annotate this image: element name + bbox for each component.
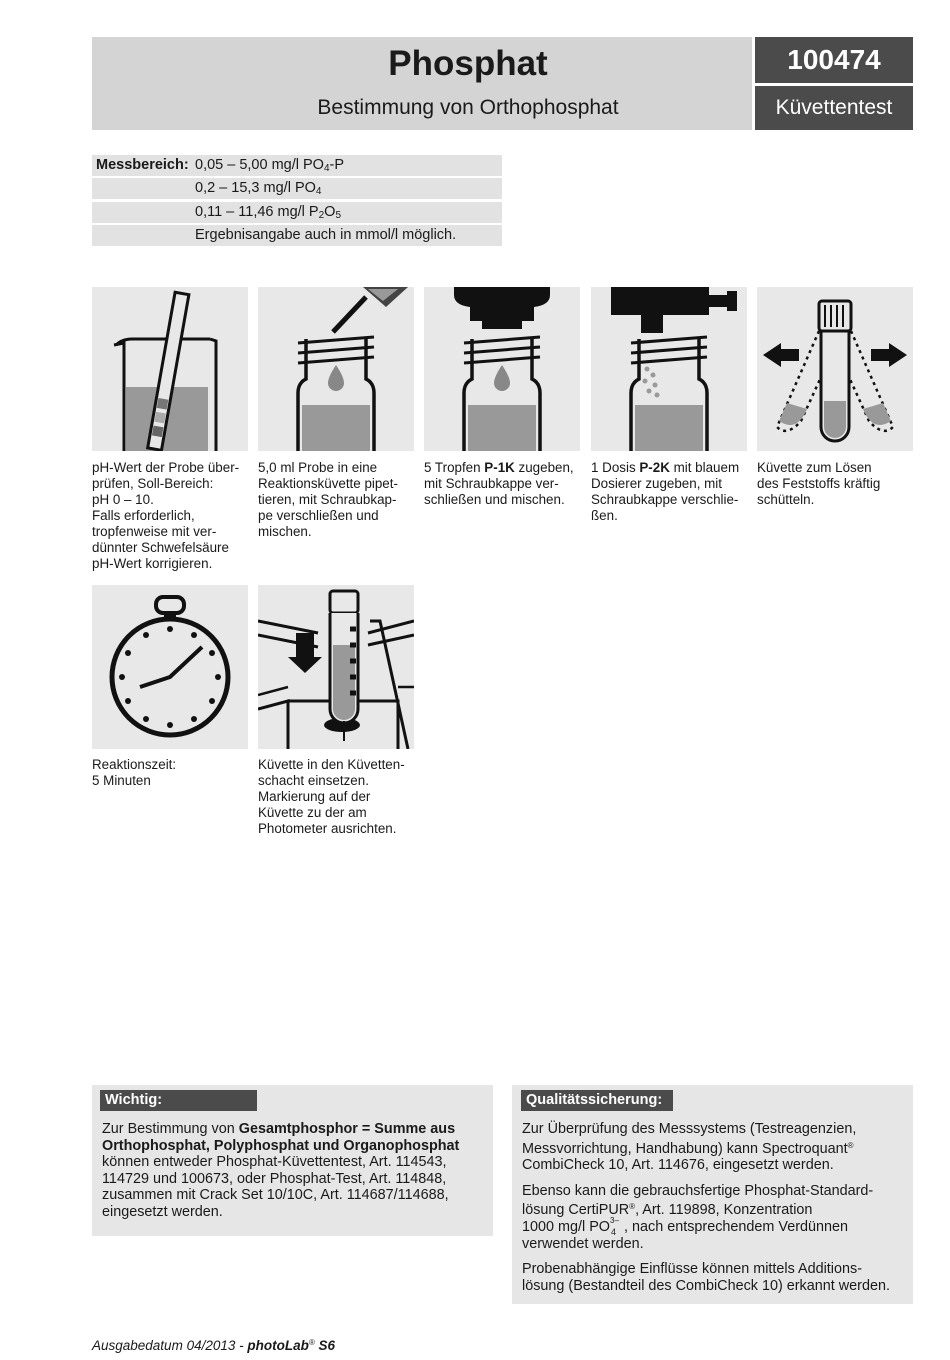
step-1-text: pH-Wert der Probe über- prüfen, Soll-Bereich: pH 0 – 10. Falls erforderlich, tropfenweise mit ver- dünnter Schwefelsäure pH-Wert korrigieren.	[92, 460, 240, 571]
quality-paragraph: Ebenso kann die gebrauchsfertige Phosphat-Standard- lösung CertiPUR®, Art. 119898, Konzentration 1000 mg/l PO 3– 4 , nach entsprechendem Verdünnen verwendet werden.	[522, 1182, 874, 1252]
quality-paragraph: Zur Überprüfung des Messsystems (Testreagenzien, Messvorrichtung, Handhabung) kann Spectroquant® CombiCheck 10, Art. 114676, eingesetzt werden.	[522, 1121, 857, 1174]
important-note-text: Zur Bestimmung von Gesamtphosphor = Summe aus Orthophosphat, Polyphosphat und Organophosphat können entweder Phosphat-Küvettentest, Art. 114543, 114729 und 100673, oder Phosphat-Test, Art. 114848, zusammen mit Crack Set 10/10C, Art. 114687/114688, eingesetzt werden.	[102, 1121, 460, 1220]
range-value: 0,05 – 5,00 mg/l $PO_4-P$	[195, 157, 345, 174]
step-3-text: 5 Tropfen P-1K zugeben, mit Schraubkappe ver- schließen und mischen.	[424, 460, 574, 507]
page-subtitle: Bestimmung von Orthophosphat	[317, 96, 619, 119]
footer-issue-date: Ausgabedatum 04/2013 - photoLab® S6	[92, 1338, 336, 1353]
dosing-cap-cuvette-icon	[591, 287, 747, 451]
step-6-text: Reaktionszeit: 5 Minuten	[92, 757, 177, 788]
test-type-label: Küvettentest	[755, 86, 913, 130]
step-5-text: Küvette zum Lösen des Feststoffs kräftig schütteln.	[757, 460, 881, 507]
measuring-range-label: Messbereich:	[96, 157, 189, 173]
stopwatch-icon	[92, 585, 248, 749]
article-number: 100474	[755, 37, 913, 83]
measuring-range-row	[92, 202, 502, 223]
quality-assurance-title: Qualitätssicherung:	[521, 1090, 673, 1111]
measuring-range-row	[92, 225, 502, 246]
measuring-range-row	[92, 155, 502, 176]
measuring-range-row	[92, 178, 502, 199]
shake-cuvette-icon	[757, 287, 913, 451]
step-4-text: 1 Dosis P-2K mit blauem Dosierer zugeben, mit Schraubkappe verschlie- ßen.	[591, 460, 740, 523]
quality-paragraph: Probenabhängige Einflüsse können mittels Additions- lösung (Bestandteil des CombiCheck 10) erkannt werden.	[522, 1261, 890, 1294]
ph-test-strip-beaker-icon	[92, 287, 248, 451]
quality-assurance-text	[522, 1121, 912, 1303]
step-7-text: Küvette in den Küvetten- schacht einsetzen. Markierung auf der Küvette zu der am Photometer ausrichten.	[258, 757, 405, 836]
page-title: Phosphat	[388, 44, 548, 83]
range-note: Ergebnisangabe auch in mmol/l möglich.	[195, 227, 457, 243]
important-note-title: Wichtig:	[100, 1090, 257, 1111]
insert-cuvette-photometer-icon	[258, 585, 414, 749]
range-value: 0,11 – 11,46 mg/l $P_2O_5$	[195, 204, 342, 221]
pipette-cuvette-icon	[258, 287, 414, 451]
step-2-text: 5,0 ml Probe in eine Reaktionsküvette pipet- tieren, mit Schraubkap- pe verschließen und mischen.	[258, 460, 398, 539]
dropper-bottle-cuvette-icon	[424, 287, 580, 451]
range-value: 0,2 – 15,3 mg/l $PO_4$	[195, 180, 322, 197]
